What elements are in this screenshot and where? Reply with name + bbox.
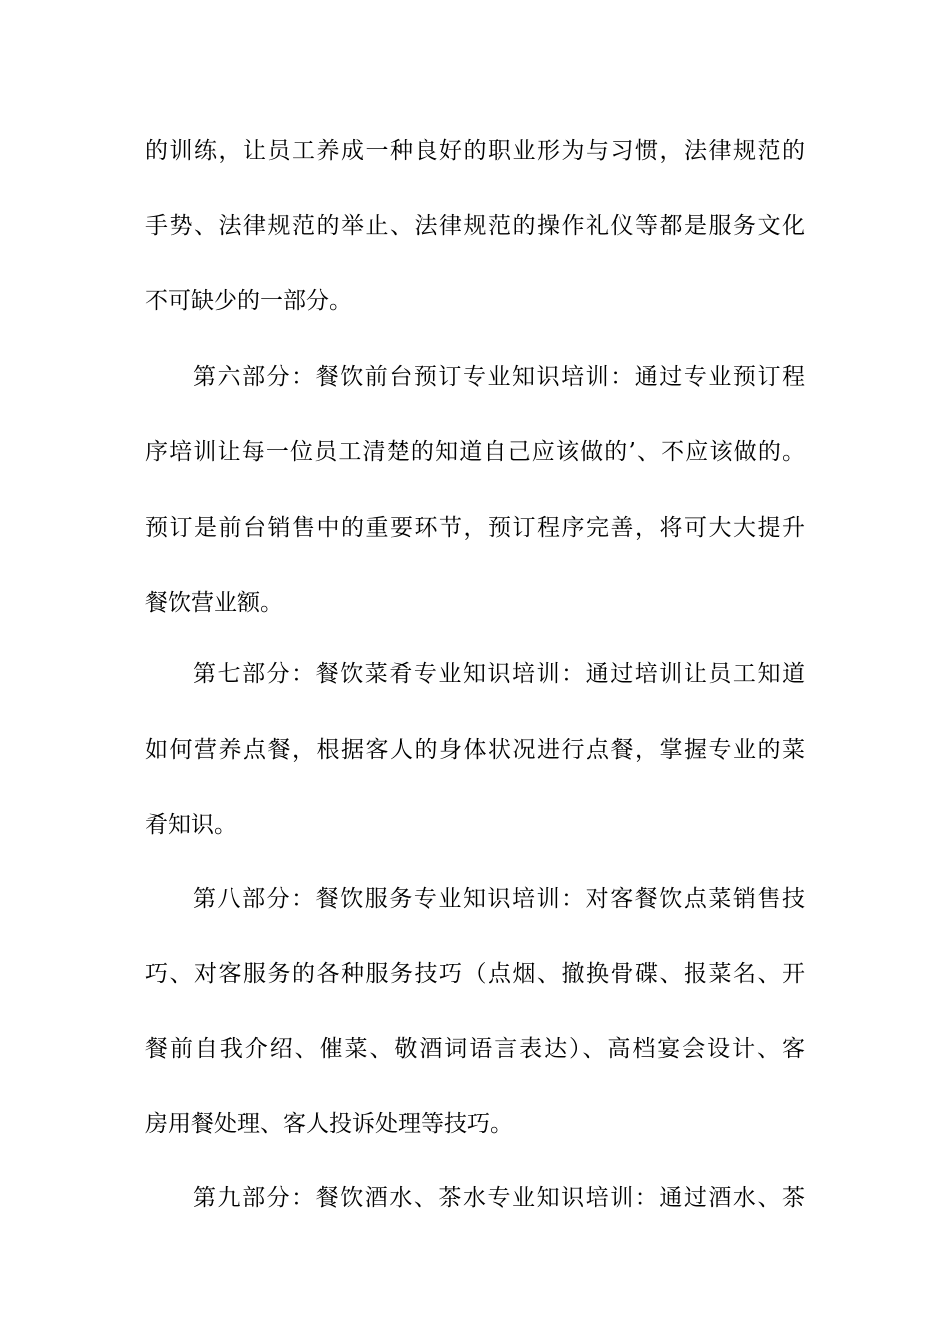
text-line: 房用餐处理、客人投诉处理等技巧。 [145, 1111, 513, 1137]
paragraph-first-line: 第九部分：餐饮酒水、茶水专业知识培训：通过酒水、茶 [193, 1185, 805, 1211]
text-line: 手势、法律规范的举止、法律规范的操作礼仪等都是服务文化 [145, 213, 805, 239]
text-line: 不可缺少的一部分。 [145, 288, 352, 314]
text-line: 的训练，让员工养成一种良好的职业形为与习惯，法律规范的 [145, 138, 805, 164]
paragraph-first-line: 第八部分：餐饮服务专业知识培训：对客餐饮点菜销售技 [193, 886, 805, 912]
paragraph-first-line: 第六部分：餐饮前台预订专业知识培训：通过专业预订程 [193, 364, 805, 390]
text-line: 如何营养点餐，根据客人的身体状况进行点餐，掌握专业的菜 [145, 737, 805, 763]
text-line: 餐前自我介绍、催菜、敬酒词语言表达）、高档宴会设计、客 [145, 1036, 805, 1062]
text-line: 餐饮营业额。 [145, 590, 283, 616]
paragraph-first-line: 第七部分：餐饮菜肴专业知识培训：通过培训让员工知道 [193, 661, 805, 687]
text-line: 序培训让每一位员工清楚的知道自己应该做的’、不应该做的。 [145, 439, 805, 465]
text-line: 肴知识。 [145, 812, 237, 838]
text-line: 巧、对客服务的各种服务技巧（点烟、撤换骨碟、报菜名、开 [145, 961, 805, 987]
text-line: 预订是前台销售中的重要环节，预订程序完善，将可大大提升 [145, 515, 805, 541]
